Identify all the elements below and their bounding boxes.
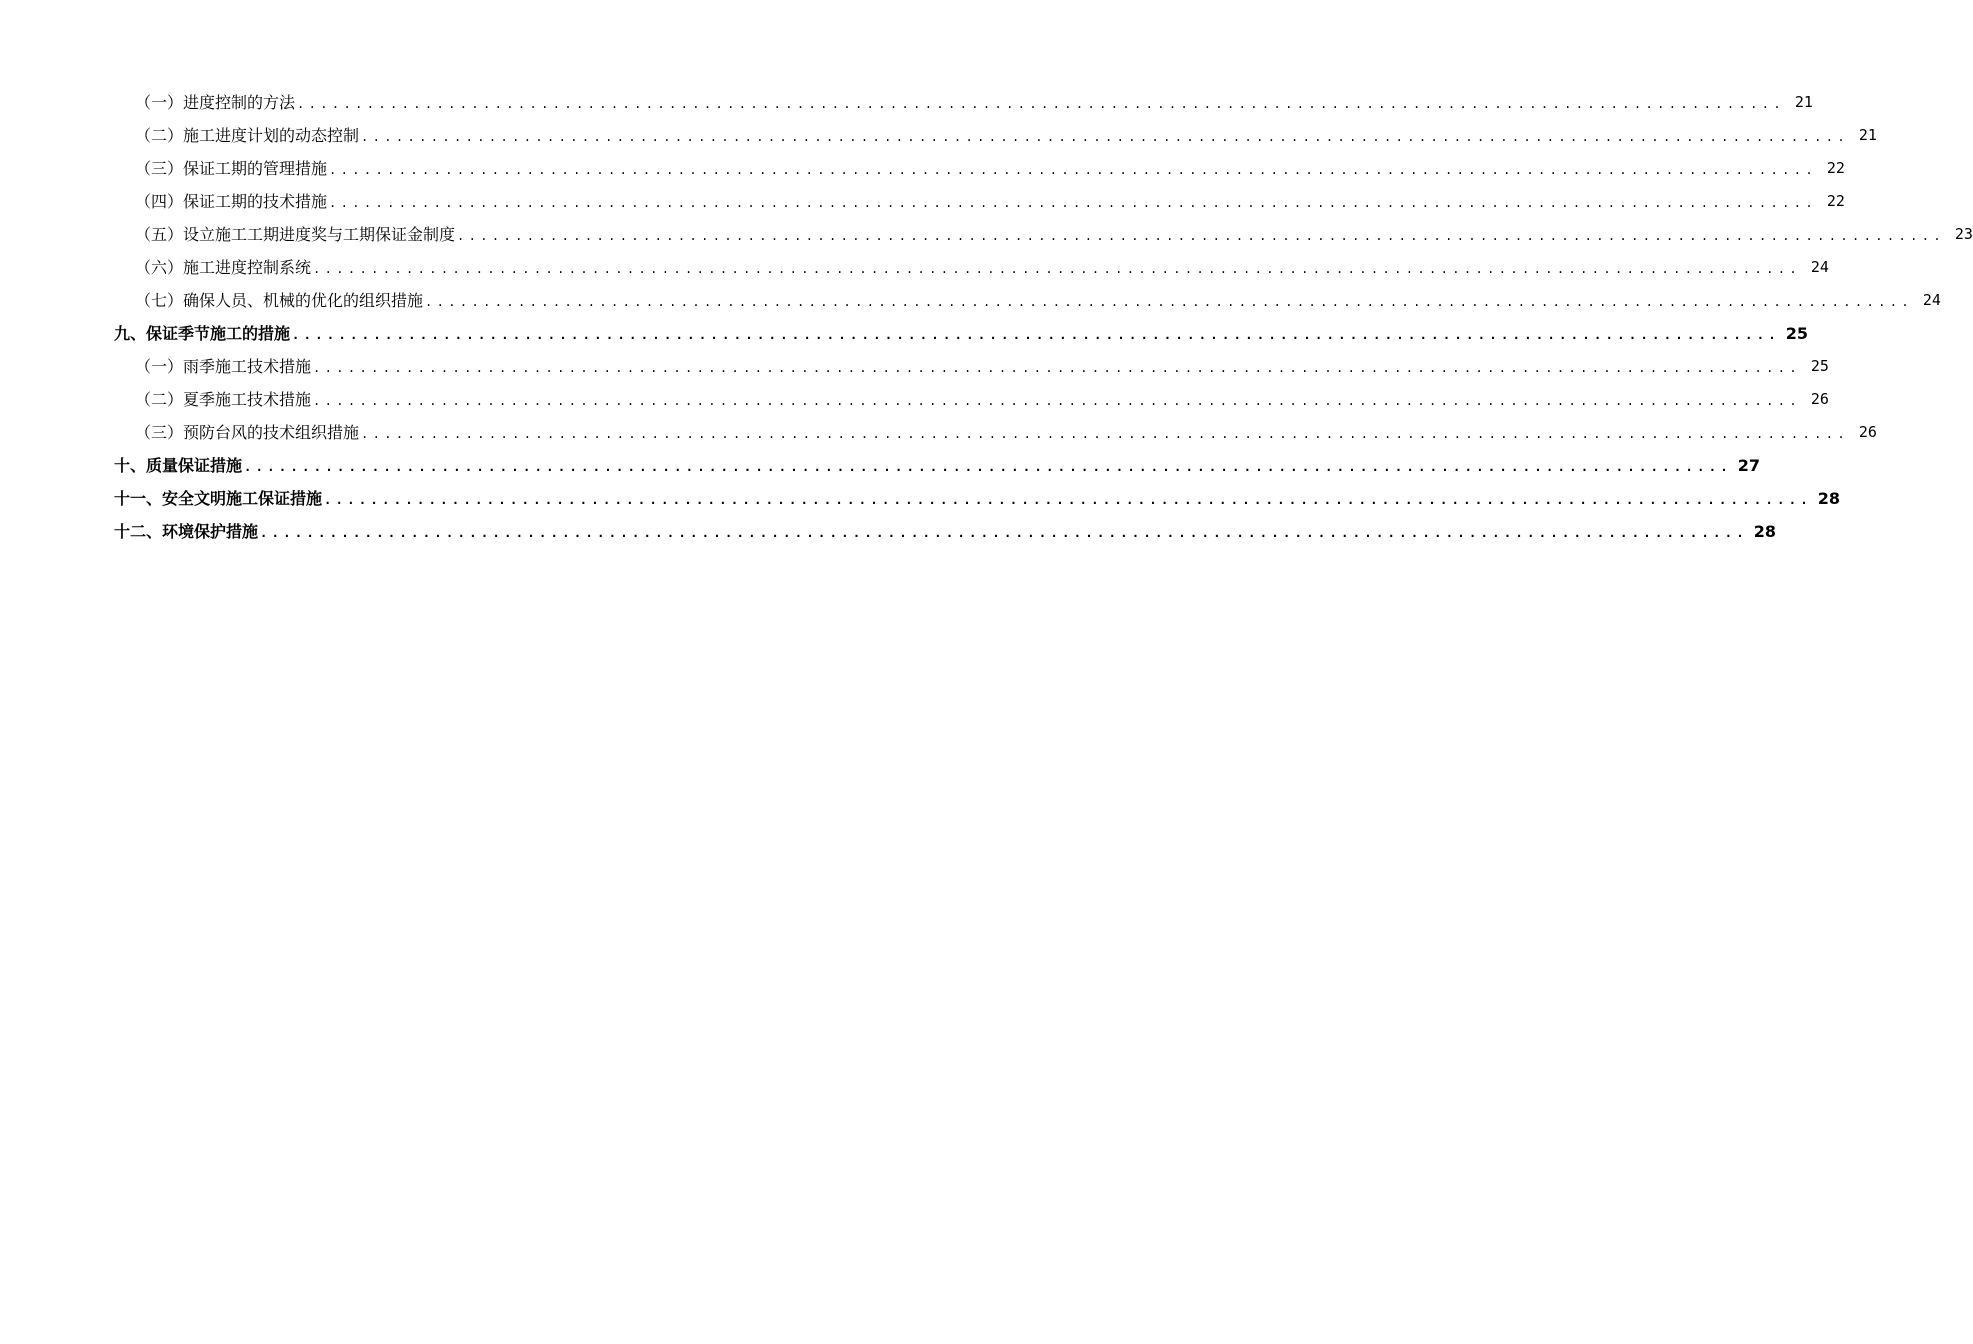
toc-entry-title: （一）进度控制的方法 bbox=[135, 93, 296, 112]
toc-entry-title: （二）施工进度计划的动态控制 bbox=[135, 126, 360, 145]
toc-dot-leader: ................................................................................................................................ bbox=[329, 196, 1817, 210]
toc-entry[interactable] bbox=[0, 185, 1845, 218]
toc-dot-leader: ................................................................................................................................ bbox=[329, 163, 1817, 177]
toc-entry-page: 25 bbox=[1810, 357, 1829, 375]
toc-entry-page: 26 bbox=[1810, 390, 1829, 408]
toc-entry-page: 24 bbox=[1922, 291, 1941, 309]
toc-entry-title: （三）保证工期的管理措施 bbox=[135, 159, 328, 178]
toc-entry[interactable] bbox=[0, 350, 1829, 383]
toc-entry-title: （一）雨季施工技术措施 bbox=[135, 357, 312, 376]
toc-chapter-entry[interactable] bbox=[0, 482, 1840, 515]
toc-entry-title: （三）预防台风的技术组织措施 bbox=[135, 423, 360, 442]
toc-entry[interactable] bbox=[0, 218, 1973, 251]
toc-entry[interactable] bbox=[0, 86, 1813, 119]
toc-entry[interactable] bbox=[0, 416, 1877, 449]
toc-entry[interactable] bbox=[0, 152, 1845, 185]
toc-entry-title: （七）确保人员、机械的优化的组织措施 bbox=[135, 291, 424, 310]
toc-dot-leader: ................................................................................................................................ bbox=[244, 460, 1732, 474]
toc-entry[interactable] bbox=[0, 284, 1941, 317]
toc-entry-page: 28 bbox=[1753, 522, 1776, 541]
toc-dot-leader: ................................................................................................................................ bbox=[313, 262, 1801, 276]
toc-dot-leader: ................................................................................................................................ bbox=[361, 130, 1849, 144]
toc-entry-page: 28 bbox=[1817, 489, 1840, 508]
toc-dot-leader: ................................................................................................................................ bbox=[457, 229, 1945, 243]
toc-entry[interactable] bbox=[0, 119, 1877, 152]
toc-dot-leader: ................................................................................................................................ bbox=[260, 526, 1748, 540]
toc-entry-page: 21 bbox=[1858, 126, 1877, 144]
toc-dot-leader: ................................................................................................................................ bbox=[313, 361, 1801, 375]
toc-dot-leader: ................................................................................................................................ bbox=[425, 295, 1913, 309]
toc-entry[interactable] bbox=[0, 251, 1829, 284]
toc-entry-title: （四）保证工期的技术措施 bbox=[135, 192, 328, 211]
toc-chapter-entry[interactable] bbox=[0, 317, 1808, 350]
toc-dot-leader: ................................................................................................................................ bbox=[297, 97, 1785, 111]
toc-entry-title: （五）设立施工工期进度奖与工期保证金制度 bbox=[135, 225, 456, 244]
toc-entry-page: 25 bbox=[1785, 324, 1808, 343]
toc-entry-page: 22 bbox=[1826, 192, 1845, 210]
toc-dot-leader: ................................................................................................................................ bbox=[313, 394, 1801, 408]
toc-entry-title: 十、质量保证措施 bbox=[114, 456, 243, 475]
toc-entry-page: 27 bbox=[1737, 456, 1760, 475]
toc-chapter-entry[interactable] bbox=[0, 515, 1776, 548]
toc-dot-leader: ................................................................................................................................ bbox=[361, 427, 1849, 441]
toc-dot-leader: ................................................................................................................................ bbox=[292, 328, 1780, 342]
toc-entry-title: 十一、安全文明施工保证措施 bbox=[114, 489, 323, 508]
toc-entry[interactable] bbox=[0, 383, 1829, 416]
toc-chapter-entry[interactable] bbox=[0, 449, 1760, 482]
toc-entry-title: （六）施工进度控制系统 bbox=[135, 258, 312, 277]
toc-entry-page: 23 bbox=[1954, 225, 1973, 243]
toc-entry-title: （二）夏季施工技术措施 bbox=[135, 390, 312, 409]
toc-entry-page: 21 bbox=[1794, 93, 1813, 111]
toc-entry-title: 十二、环境保护措施 bbox=[114, 522, 259, 541]
table-of-contents bbox=[0, 86, 1973, 548]
toc-entry-title: 九、保证季节施工的措施 bbox=[114, 324, 291, 343]
toc-dot-leader: ................................................................................................................................ bbox=[324, 493, 1812, 507]
toc-entry-page: 22 bbox=[1826, 159, 1845, 177]
toc-entry-page: 24 bbox=[1810, 258, 1829, 276]
toc-entry-page: 26 bbox=[1858, 423, 1877, 441]
